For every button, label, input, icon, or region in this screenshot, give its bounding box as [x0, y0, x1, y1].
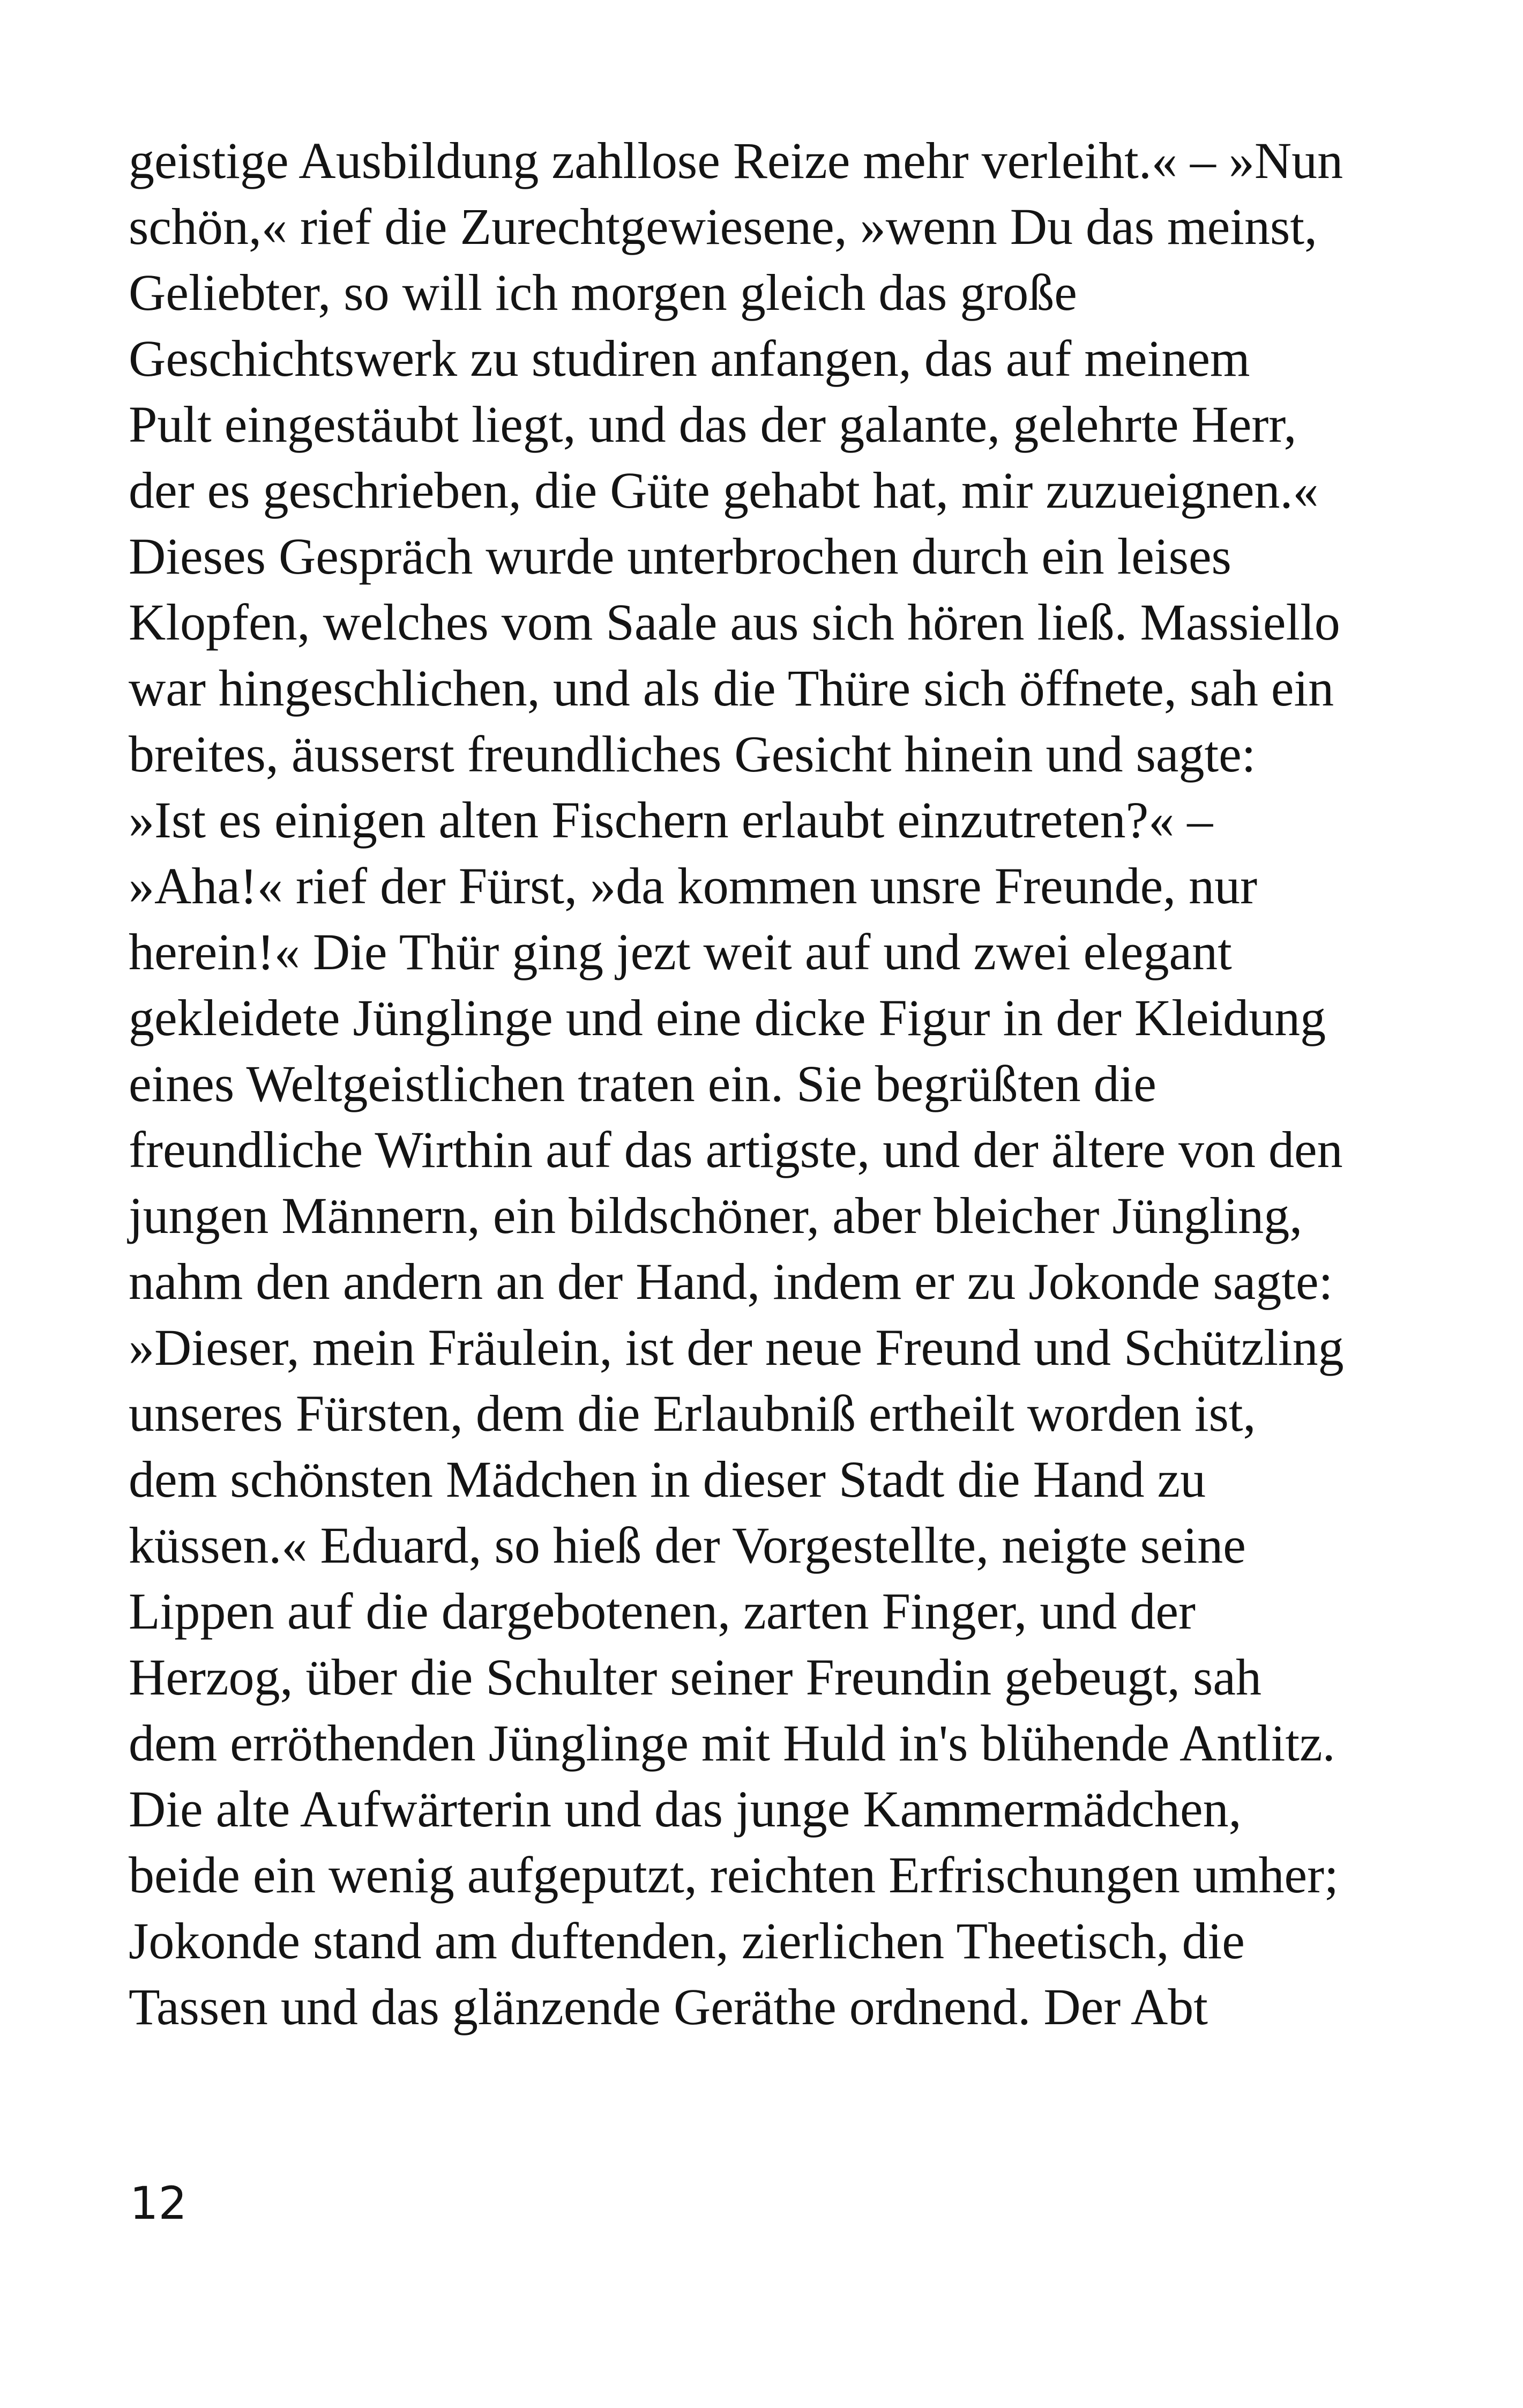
text-line-7: Dieses Gespräch wurde unterbrochen durch ein leises	[129, 527, 1231, 585]
text-line-16: freundliche Wirthin auf das artigste, und der ältere von den	[129, 1121, 1343, 1178]
text-line-13: herein!« Die Thür ging jezt weit auf und zwei elegant	[129, 923, 1232, 980]
text-line-2: schön,« rief die Zurechtgewiesene, »wenn Du das meinst,	[129, 198, 1317, 255]
text-line-27: beide ein wenig aufgeputzt, reichten Erfrischungen umher;	[129, 1846, 1339, 1904]
text-line-10: breites, äusserst freundliches Gesicht hinein und sagte:	[129, 725, 1256, 783]
text-line-28: Jokonde stand am duftenden, zierlichen Theetisch, die	[129, 1912, 1245, 1969]
text-line-12: »Aha!« rief der Fürst, »da kommen unsre Freunde, nur	[129, 857, 1258, 915]
text-line-6: der es geschrieben, die Güte gehabt hat, mir zuzueignen.«	[129, 462, 1319, 519]
text-line-21: dem schönsten Mädchen in dieser Stadt die Hand zu	[129, 1451, 1206, 1508]
text-line-20: unseres Fürsten, dem die Erlaubniß ertheilt worden ist,	[129, 1385, 1256, 1442]
text-line-17: jungen Männern, ein bildschöner, aber bleicher Jüngling,	[129, 1187, 1303, 1244]
text-line-3: Geliebter, so will ich morgen gleich das große	[129, 264, 1077, 321]
body-text	[129, 128, 1425, 2040]
text-line-9: war hingeschlichen, und als die Thüre sich öffnete, sah ein	[129, 659, 1334, 717]
text-line-5: Pult eingestäubt liegt, und das der galante, gelehrte Herr,	[129, 396, 1297, 453]
text-line-22: küssen.« Eduard, so hieß der Vorgestellte, neigte seine	[129, 1517, 1246, 1574]
text-line-23: Lippen auf die dargebotenen, zarten Finger, und der	[129, 1582, 1196, 1640]
text-line-26: Die alte Aufwärterin und das junge Kammermädchen,	[129, 1780, 1242, 1838]
text-line-18: nahm den andern an der Hand, indem er zu Jokonde sagte:	[129, 1253, 1333, 1310]
text-line-1: geistige Ausbildung zahllose Reize mehr verleiht.« – »Nun	[129, 132, 1343, 189]
text-line-29: Tassen und das glänzende Geräthe ordnend. Der Abt	[129, 1978, 1208, 2035]
text-line-14: gekleidete Jünglinge und eine dicke Figur in der Kleidung	[129, 989, 1326, 1046]
text-line-15: eines Weltgeistlichen traten ein. Sie begrüßten die	[129, 1055, 1156, 1112]
text-line-24: Herzog, über die Schulter seiner Freundin gebeugt, sah	[129, 1648, 1262, 1706]
text-line-8: Klopfen, welches vom Saale aus sich hören ließ. Massiello	[129, 593, 1340, 651]
text-line-19: »Dieser, mein Fräulein, ist der neue Freund und Schützling	[129, 1319, 1344, 1376]
text-line-25: dem erröthenden Jünglinge mit Huld in's blühende Antlitz.	[129, 1714, 1335, 1772]
text-line-4: Geschichtswerk zu studiren anfangen, das auf meinem	[129, 330, 1250, 387]
text-line-11: »Ist es einigen alten Fischern erlaubt einzutreten?« –	[129, 791, 1213, 849]
page-number: 12	[130, 2177, 187, 2229]
